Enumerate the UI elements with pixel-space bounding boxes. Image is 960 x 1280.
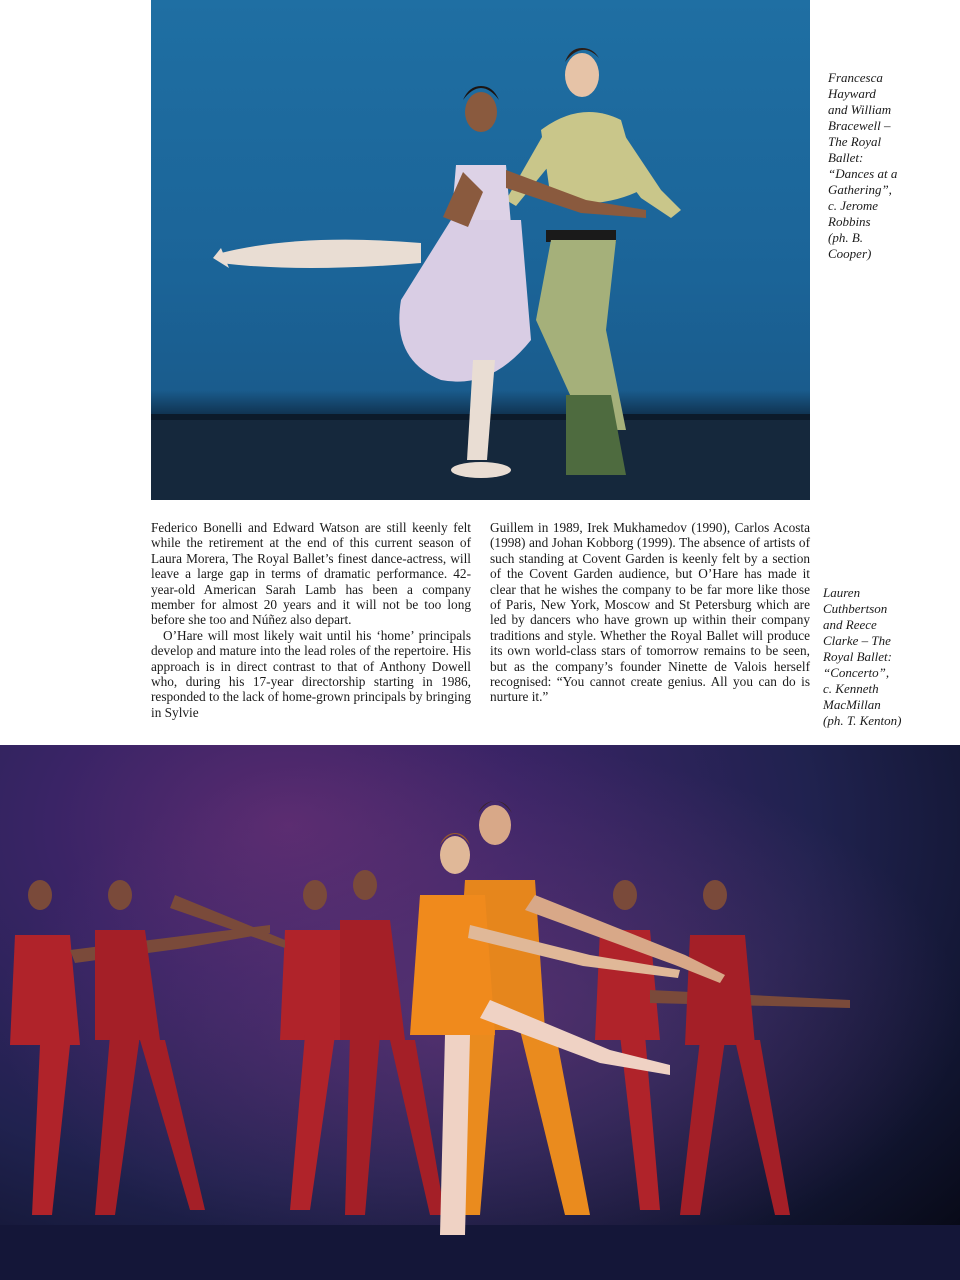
dancers-duet-illustration [151, 0, 810, 500]
caption-line: Gathering”, [828, 182, 892, 197]
photo-dances-at-a-gathering [151, 0, 810, 500]
caption-line: “Dances at a [828, 166, 898, 181]
caption-line: Cooper) [828, 246, 872, 261]
caption-line: Hayward [828, 86, 876, 101]
article-column-right [490, 520, 810, 705]
article-paragraph: O’Hare will most likely wait until his ‘home’ principals develop and mature into the lead roles of the repertoire. His approach is in direct contrast to that of Anthony Dowell who, during his 17-year directorship starting in 1986, responded to the lack of home-grown principals by bringing in Sylvie [151, 627, 471, 720]
caption-line: (ph. T. Kenton) [823, 713, 902, 728]
caption-line: c. Jerome [828, 198, 879, 213]
photo-concerto [0, 745, 960, 1280]
article-paragraph: Federico Bonelli and Edward Watson are still keenly felt while the retirement at the end of this current season of Laura Morera, The Royal Ballet’s finest dance-actress, will leave a large gap in terms of dramatic performance. 42-year-old American Sarah Lamb has been a company member for almost 20 years and it will not be too long before she too and Núñez also depart. [151, 520, 471, 628]
caption-line: Ballet: [828, 150, 864, 165]
caption-line: Francesca [828, 70, 883, 85]
article-column-left [151, 520, 471, 720]
male-dancer-figure [506, 48, 681, 475]
caption-line: The Royal [828, 134, 882, 149]
caption-line: Royal Ballet: [823, 649, 892, 664]
caption-line: Cuthbertson [823, 601, 888, 616]
caption-line: “Concerto”, [823, 665, 890, 680]
caption-line: Robbins [828, 214, 871, 229]
caption-line: Clarke – The [823, 633, 891, 648]
photo-caption-bottom [823, 585, 953, 729]
caption-line: (ph. B. [828, 230, 864, 245]
caption-line: Lauren [823, 585, 861, 600]
ensemble-dancers-illustration [0, 745, 960, 1280]
caption-line: c. Kenneth [823, 681, 879, 696]
caption-line: and William [828, 102, 892, 117]
article-paragraph: Guillem in 1989, Irek Mukhamedov (1990), Carlos Acosta (1998) and Johan Kobborg (1999). The absence of artists of such standing at Covent Garden is keenly felt by a section of the Covent Garden audience, but O’Hare has made it clear that he wishes the company to be far more like those of Paris, New York, Moscow and St Petersburg which are led by dancers who have grown up within their company traditions and style. Whether the Royal Ballet will produce its own world-class stars of tomorrow remains to be seen, but as the company’s founder Ninette de Valois herself recognised: “You cannot create genius. All you can do is nurture it.” [490, 520, 810, 705]
caption-line: MacMillan [823, 697, 881, 712]
caption-line: and Reece [823, 617, 877, 632]
caption-line: Bracewell – [828, 118, 891, 133]
photo-caption-top [828, 70, 948, 262]
